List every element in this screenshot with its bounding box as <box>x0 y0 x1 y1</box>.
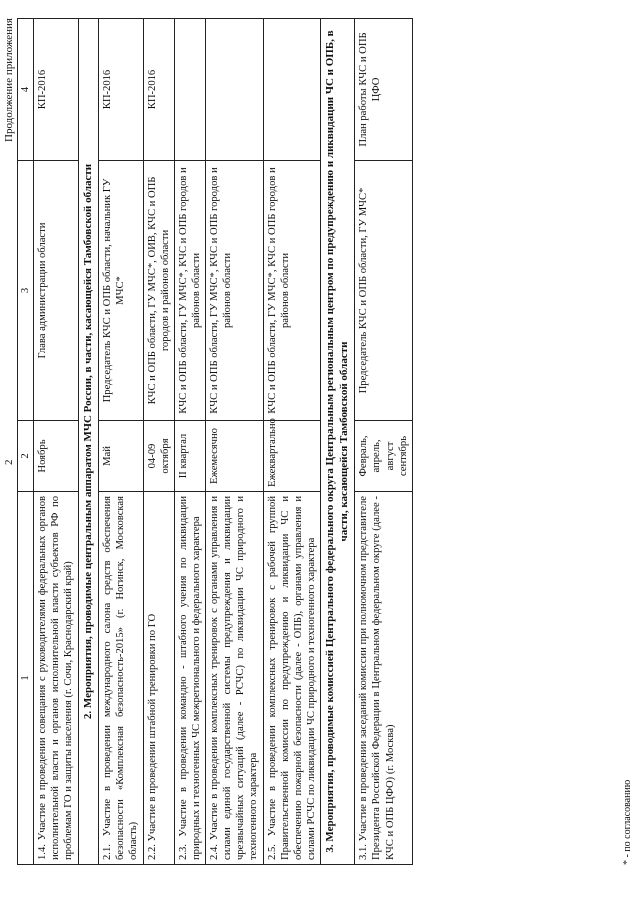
reference-cell <box>206 19 264 161</box>
continuation-label: Продолжение приложения <box>3 18 15 142</box>
table-row <box>99 19 143 865</box>
footnote: * - по согласованию <box>622 779 633 865</box>
column-number: 1 <box>18 492 34 865</box>
reference-cell: КП-2016 <box>99 19 143 161</box>
responsible-cell: КЧС и ОПБ области, ГУ МЧС*, ОИВ, КЧС и ОПБ городов и районов области <box>143 161 174 421</box>
date-cell: Ноябрь <box>34 421 78 492</box>
reference-cell <box>174 19 205 161</box>
responsible-cell: КЧС и ОПБ области, ГУ МЧС*, КЧС и ОПБ городов и районов области <box>263 161 321 421</box>
column-number: 2 <box>18 421 34 492</box>
event-cell: 1.4. Участие в проведении совещания с руководителями федеральных органов исполнительной власти и органов исполнительной власти субъектов РФ по проблемам ГО и защиты населения (г. Сочи, Краснодарский край) <box>34 492 78 865</box>
date-cell: Ежемесячно <box>206 421 264 492</box>
reference-cell: КП-2016 <box>34 19 78 161</box>
event-cell: 2.1. Участие в проведении международного салона средств обеспечения безопасности «Комплексная безопасность-2015» (г. Ногинск, Московская область) <box>99 492 143 865</box>
events-table-body <box>18 19 413 865</box>
responsible-cell: Глава администрации области <box>34 161 78 421</box>
responsible-cell: КЧС и ОПБ области, ГУ МЧС*, КЧС и ОПБ городов и районов области <box>174 161 205 421</box>
column-number: 4 <box>18 19 34 161</box>
date-cell: Май <box>99 421 143 492</box>
table-row <box>143 19 174 865</box>
table-row <box>174 19 205 865</box>
section-heading: 2. Мероприятия, проводимые центральным аппаратом МЧС России, в части, касающейся Тамбовской области <box>78 19 99 865</box>
event-cell: 2.4. Участие в проведении комплексных тренировок с органами управления и силами единой государственной системы предупреждения и ликвидации чрезвычайных ситуаций (далее - РСЧС) по ликвидации ЧС природного и техногенного характера <box>206 492 264 865</box>
reference-cell: КП-2016 <box>143 19 174 161</box>
table-row <box>206 19 264 865</box>
reference-cell: План работы КЧС и ОПБ ЦФО <box>355 19 413 161</box>
event-cell: 2.3. Участие в проведении командно - штабного учения по ликвидации природных и техногенных ЧС межрегионального и федерального характера <box>174 492 205 865</box>
section-heading-row <box>321 19 355 865</box>
date-cell: Ежеквартально <box>263 421 321 492</box>
section-heading: 3. Мероприятия, проводимые комиссией Центрального федерального округа Центральным региональным центром по предупреждению и ликвидации ЧС и ОПБ, в части, касающейся Тамбовской области <box>321 19 355 865</box>
table-row <box>355 19 413 865</box>
date-cell: 04-09 октября <box>143 421 174 492</box>
reference-cell <box>263 19 321 161</box>
responsible-cell: Председатель КЧС и ОПБ области, ГУ МЧС* <box>355 161 413 421</box>
table-row <box>34 19 78 865</box>
events-table <box>17 18 413 865</box>
column-number: 3 <box>18 161 34 421</box>
responsible-cell: КЧС и ОПБ области, ГУ МЧС*, КЧС и ОПБ городов и районов области <box>206 161 264 421</box>
event-cell: 3.1. Участие в проведении заседаний комиссии при полномочном представителе Президента Российской Федерации в Центральном федеральном округе (далее - КЧС и ОПБ ЦФО) (г. Москва) <box>355 492 413 865</box>
table-row <box>263 19 321 865</box>
event-cell: 2.5. Участие в проведении комплексных тренировок с рабочей группой Правительственной комиссии по предупреждению и ликвидации ЧС и обеспечению пожарной безопасности (далее - ОПБ), органами управления и силами РСЧС по ликвидации ЧС природного и техногенного характера <box>263 492 321 865</box>
date-cell: II квартал <box>174 421 205 492</box>
responsible-cell: Председатель КЧС и ОПБ области, начальник ГУ МЧС* <box>99 161 143 421</box>
date-cell: Февраль, апрель, август сентябрь <box>355 421 413 492</box>
column-number-row <box>18 19 34 865</box>
page-number: 2 <box>3 459 15 465</box>
event-cell: 2.2. Участие в проведении штабной тренировки по ГО <box>143 492 174 865</box>
section-heading-row <box>78 19 99 865</box>
